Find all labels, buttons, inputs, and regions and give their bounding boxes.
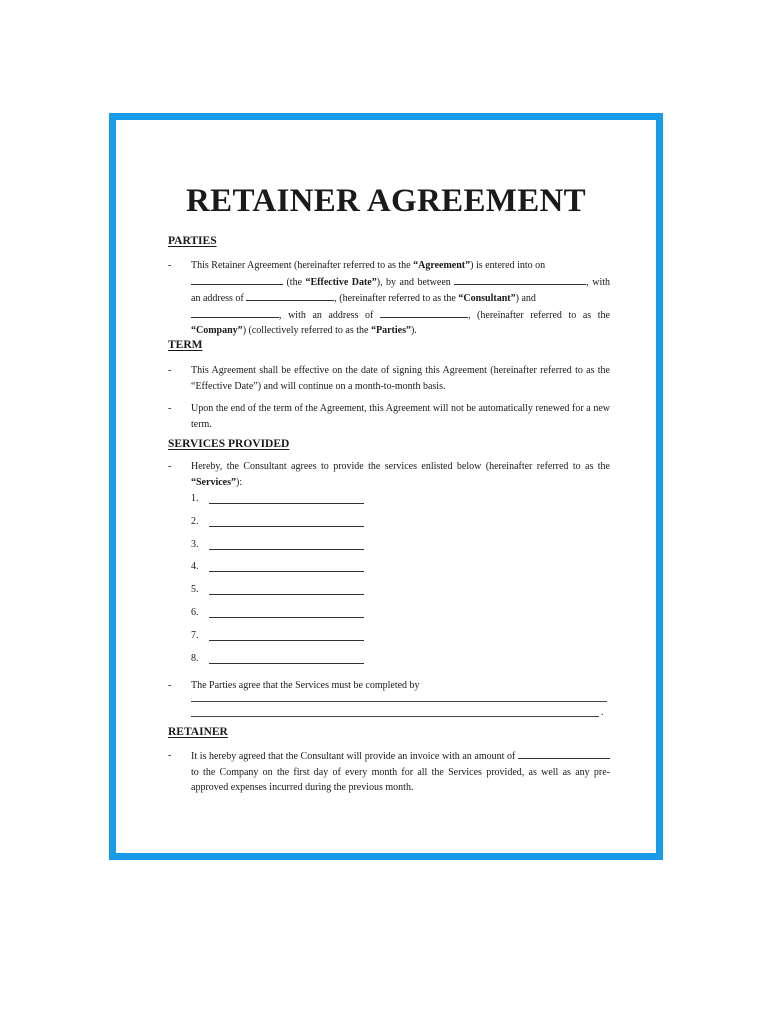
service-item-blank[interactable] <box>209 640 364 641</box>
service-item-blank[interactable] <box>209 503 364 504</box>
company-address-blank[interactable] <box>380 307 468 318</box>
retainer-amount-blank[interactable] <box>518 748 610 759</box>
service-item-number: 2. <box>191 515 199 527</box>
service-item-number: 3. <box>191 538 199 550</box>
term-bullet-2-text: Upon the end of the term of the Agreement, this Agreement will not be automatically renewed for a new term. <box>191 403 610 430</box>
service-item-number: 8. <box>191 652 199 664</box>
bullet-dash: - <box>168 461 172 472</box>
service-item-blank[interactable] <box>209 594 364 595</box>
parties-text: , (hereinafter referred to as the <box>467 309 610 321</box>
service-item-number: 1. <box>191 493 199 504</box>
retainer-text: It is hereby agreed that the Consultant will provide an invoice with an amount of <box>191 751 518 762</box>
completion-period: . <box>601 707 604 718</box>
term-agreement: “Agreement” <box>413 260 471 271</box>
bullet-dash: - <box>168 680 172 691</box>
term-bullet-1-text: This Agreement shall be effective on the date of signing this Agreement (hereinafter referred to as the “Effective Date”) and will continue on a month-to-month basis. <box>191 365 610 392</box>
service-item-blank[interactable] <box>209 663 364 664</box>
completion-date-blank-1[interactable] <box>191 701 607 702</box>
service-item-blank[interactable] <box>209 571 364 572</box>
term-effective-date: “Effective Date” <box>305 276 377 288</box>
parties-text: ) and <box>515 293 536 304</box>
section-heading-services: SERVICES PROVIDED <box>168 438 290 450</box>
parties-text: , with an address of <box>279 309 380 321</box>
retainer-paragraph <box>168 748 610 796</box>
bullet-dash: - <box>168 403 172 414</box>
service-item-blank[interactable] <box>209 549 364 550</box>
term-consultant: “Consultant” <box>458 293 516 304</box>
section-heading-term: TERM <box>168 339 203 351</box>
parties-text: , with an address of <box>191 276 611 304</box>
term-bullet-2 <box>168 401 610 432</box>
company-name-blank[interactable] <box>191 307 279 318</box>
service-item-number: 4. <box>191 561 199 573</box>
bullet-dash: - <box>168 260 172 271</box>
section-heading-retainer: RETAINER <box>168 726 228 738</box>
parties-text: (the <box>283 276 306 288</box>
consultant-address-blank[interactable] <box>246 290 334 301</box>
parties-text: ), by and between <box>376 276 455 288</box>
retainer-text: to the Company on the first day of every month for all the Services provided, as well as any pre-approved expenses incurred during the previous month. <box>191 766 610 793</box>
term-bullet-1 <box>168 363 610 394</box>
service-item-blank[interactable] <box>209 617 364 618</box>
parties-text: ). <box>410 325 417 336</box>
bullet-dash: - <box>168 750 172 761</box>
term-company: “Company” <box>191 325 243 336</box>
services-text: ): <box>236 476 243 488</box>
document-frame <box>109 113 663 860</box>
parties-paragraph <box>168 258 610 339</box>
parties-text: ) (collectively referred to as the <box>242 325 371 336</box>
service-item-number: 6. <box>191 606 199 618</box>
service-item-number: 7. <box>191 629 199 641</box>
section-heading-parties: PARTIES <box>168 235 217 247</box>
bullet-dash: - <box>168 365 172 376</box>
consultant-name-blank[interactable] <box>454 274 586 285</box>
services-completion <box>168 678 610 694</box>
document-title: RETAINER AGREEMENT <box>186 183 586 219</box>
term-services: “Services” <box>191 476 236 488</box>
completion-date-blank-2[interactable] <box>191 716 599 717</box>
effective-date-blank[interactable] <box>191 274 283 285</box>
services-intro <box>168 459 610 490</box>
services-completion-text: The Parties agree that the Services must be completed by <box>191 680 420 691</box>
service-item-blank[interactable] <box>209 526 364 527</box>
service-item-number: 5. <box>191 584 199 596</box>
term-parties: “Parties” <box>370 325 411 336</box>
parties-text: This Retainer Agreement (hereinafter referred to as the <box>191 260 414 271</box>
parties-text: , (hereinafter referred to as the <box>334 293 459 304</box>
services-text: Hereby, the Consultant agrees to provide the services enlisted below (hereinafter referred to as the <box>191 461 610 472</box>
parties-text: ) is entered into on <box>470 260 546 271</box>
